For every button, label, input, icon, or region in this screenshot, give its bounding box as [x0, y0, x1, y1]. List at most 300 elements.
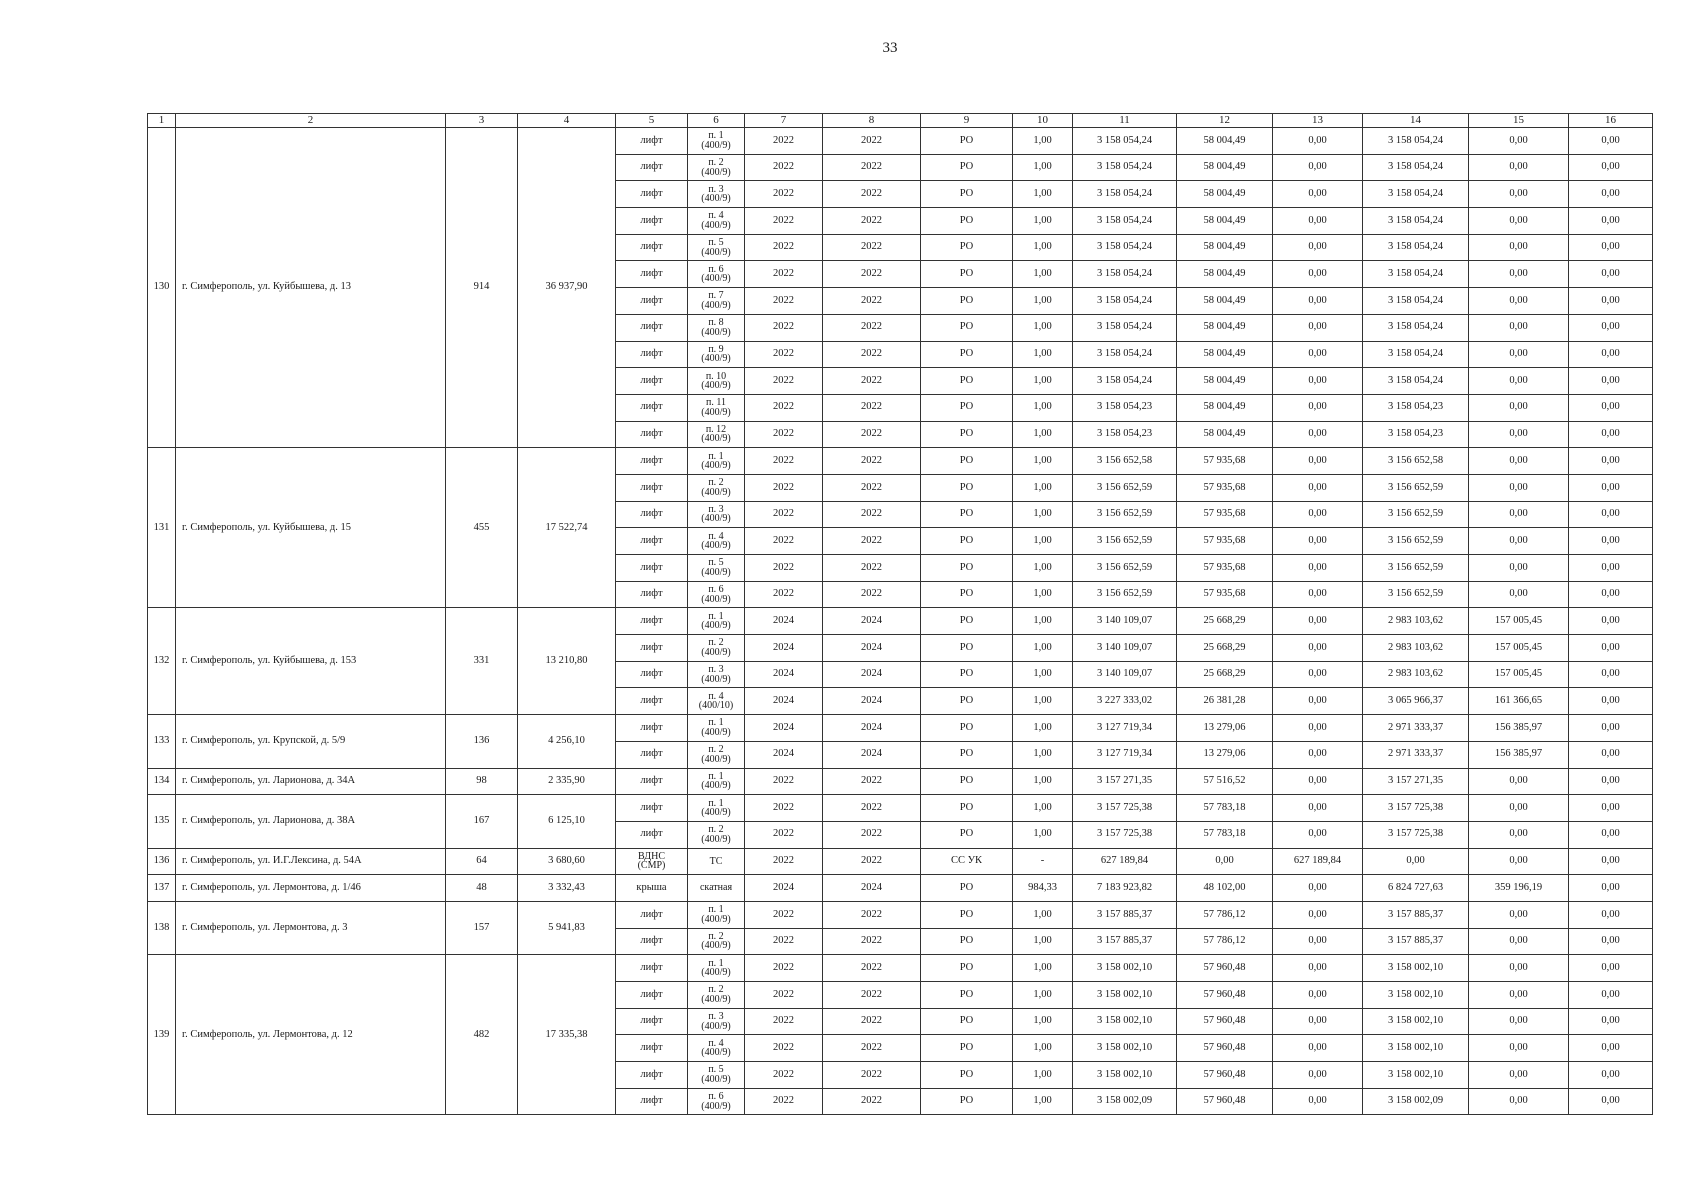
- work-type-cell: лифт: [616, 421, 688, 448]
- cost-col12-cell: 57 960,48: [1177, 982, 1273, 1009]
- method-cell: РО: [921, 795, 1013, 822]
- cost-col14-cell: 3 158 054,24: [1363, 234, 1469, 261]
- object-number-cell: 136: [148, 848, 176, 875]
- cost-col12-cell: 13 279,06: [1177, 741, 1273, 768]
- year-start-cell: 2024: [745, 741, 823, 768]
- cost-col12-cell: 58 004,49: [1177, 154, 1273, 181]
- total-cost-cell: 3 127 719,34: [1073, 741, 1177, 768]
- method-cell: РО: [921, 635, 1013, 662]
- cost-col12-cell: 57 783,18: [1177, 821, 1273, 848]
- cost-col16-cell: 0,00: [1569, 795, 1653, 822]
- total-cost-cell: 3 156 652,58: [1073, 448, 1177, 475]
- cost-col16-cell: 0,00: [1569, 261, 1653, 288]
- total-cost-cell: 7 183 923,82: [1073, 875, 1177, 902]
- address-cell: г. Симферополь, ул. Лермонтова, д. 1/46: [176, 875, 446, 902]
- year-start-cell: 2022: [745, 474, 823, 501]
- column-number-header: 13: [1273, 114, 1363, 128]
- cost-col12-cell: 58 004,49: [1177, 181, 1273, 208]
- cost-col14-cell: 3 158 054,24: [1363, 208, 1469, 235]
- work-type-cell: лифт: [616, 1088, 688, 1115]
- year-start-cell: 2022: [745, 795, 823, 822]
- cost-col12-cell: 13 279,06: [1177, 715, 1273, 742]
- cost-col13-cell: 0,00: [1273, 128, 1363, 155]
- cost-col12-cell: 58 004,49: [1177, 314, 1273, 341]
- volume-cell: 1,00: [1013, 421, 1073, 448]
- cost-col14-cell: 3 158 002,10: [1363, 955, 1469, 982]
- cost-col16-cell: 0,00: [1569, 581, 1653, 608]
- cost-col16-cell: 0,00: [1569, 154, 1653, 181]
- year-end-cell: 2022: [823, 154, 921, 181]
- cost-col15-cell: 0,00: [1469, 234, 1569, 261]
- volume-cell: 1,00: [1013, 555, 1073, 582]
- work-type-cell: лифт: [616, 555, 688, 582]
- cost-col14-cell: 3 158 002,10: [1363, 1035, 1469, 1062]
- method-cell: РО: [921, 474, 1013, 501]
- cost-col15-cell: 0,00: [1469, 208, 1569, 235]
- year-start-cell: 2022: [745, 261, 823, 288]
- cost-col16-cell: 0,00: [1569, 1035, 1653, 1062]
- cost-col15-cell: 0,00: [1469, 1088, 1569, 1115]
- total-cost-cell: 3 157 725,38: [1073, 795, 1177, 822]
- column-number-header: 14: [1363, 114, 1469, 128]
- cost-col13-cell: 0,00: [1273, 955, 1363, 982]
- cost-col15-cell: 0,00: [1469, 555, 1569, 582]
- volume-cell: 1,00: [1013, 181, 1073, 208]
- volume-cell: 1,00: [1013, 1008, 1073, 1035]
- area-cell: 13 210,80: [518, 608, 616, 715]
- cost-col15-cell: 0,00: [1469, 448, 1569, 475]
- work-type-cell: лифт: [616, 234, 688, 261]
- work-detail-cell: скатная: [688, 875, 745, 902]
- cost-col15-cell: 0,00: [1469, 928, 1569, 955]
- object-number-cell: 135: [148, 795, 176, 848]
- work-type-cell: лифт: [616, 715, 688, 742]
- cost-col15-cell: 157 005,45: [1469, 661, 1569, 688]
- work-detail-cell: п. 2 (400/9): [688, 821, 745, 848]
- method-cell: РО: [921, 501, 1013, 528]
- total-cost-cell: 3 157 885,37: [1073, 901, 1177, 928]
- year-start-cell: 2022: [745, 368, 823, 395]
- cost-col14-cell: 3 158 002,10: [1363, 982, 1469, 1009]
- volume-cell: 1,00: [1013, 288, 1073, 315]
- cost-col15-cell: 0,00: [1469, 288, 1569, 315]
- cost-col15-cell: 359 196,19: [1469, 875, 1569, 902]
- address-cell: г. Симферополь, ул. Ларионова, д. 38А: [176, 795, 446, 848]
- cost-col14-cell: 2 971 333,37: [1363, 741, 1469, 768]
- cost-col16-cell: 0,00: [1569, 821, 1653, 848]
- work-type-cell: лифт: [616, 1035, 688, 1062]
- cost-col16-cell: 0,00: [1569, 688, 1653, 715]
- method-cell: РО: [921, 715, 1013, 742]
- address-cell: г. Симферополь, ул. Крупской, д. 5/9: [176, 715, 446, 768]
- cost-col13-cell: 0,00: [1273, 635, 1363, 662]
- cost-col14-cell: 3 158 002,10: [1363, 1062, 1469, 1089]
- cost-col15-cell: 0,00: [1469, 1062, 1569, 1089]
- volume-cell: 1,00: [1013, 1088, 1073, 1115]
- cost-col14-cell: 2 983 103,62: [1363, 608, 1469, 635]
- cost-col13-cell: 0,00: [1273, 234, 1363, 261]
- work-type-cell: лифт: [616, 688, 688, 715]
- col3-cell: 455: [446, 448, 518, 608]
- cost-col14-cell: 3 156 652,59: [1363, 474, 1469, 501]
- cost-col14-cell: 3 158 054,24: [1363, 314, 1469, 341]
- work-detail-cell: п. 4 (400/9): [688, 1035, 745, 1062]
- area-cell: 17 522,74: [518, 448, 616, 608]
- cost-col16-cell: 0,00: [1569, 341, 1653, 368]
- cost-col14-cell: 3 158 054,23: [1363, 421, 1469, 448]
- year-start-cell: 2022: [745, 955, 823, 982]
- cost-col13-cell: 0,00: [1273, 421, 1363, 448]
- cost-col14-cell: 3 158 054,24: [1363, 154, 1469, 181]
- total-cost-cell: 3 157 271,35: [1073, 768, 1177, 795]
- method-cell: РО: [921, 1088, 1013, 1115]
- work-detail-cell: п. 1 (400/9): [688, 448, 745, 475]
- cost-col16-cell: 0,00: [1569, 928, 1653, 955]
- work-detail-cell: п. 2 (400/9): [688, 474, 745, 501]
- col3-cell: 482: [446, 955, 518, 1115]
- cost-col15-cell: 0,00: [1469, 394, 1569, 421]
- area-cell: 2 335,90: [518, 768, 616, 795]
- cost-col16-cell: 0,00: [1569, 901, 1653, 928]
- object-number-cell: 139: [148, 955, 176, 1115]
- method-cell: РО: [921, 741, 1013, 768]
- cost-col13-cell: 0,00: [1273, 901, 1363, 928]
- cost-col16-cell: 0,00: [1569, 955, 1653, 982]
- cost-col12-cell: 57 786,12: [1177, 928, 1273, 955]
- work-type-cell: лифт: [616, 314, 688, 341]
- column-number-header: 10: [1013, 114, 1073, 128]
- method-cell: СС УК: [921, 848, 1013, 875]
- volume-cell: 1,00: [1013, 128, 1073, 155]
- year-end-cell: 2022: [823, 474, 921, 501]
- method-cell: РО: [921, 688, 1013, 715]
- cost-col16-cell: 0,00: [1569, 501, 1653, 528]
- cost-col14-cell: 3 158 054,24: [1363, 261, 1469, 288]
- cost-col12-cell: 57 935,68: [1177, 555, 1273, 582]
- volume-cell: 1,00: [1013, 768, 1073, 795]
- column-number-header: 3: [446, 114, 518, 128]
- cost-col14-cell: 3 156 652,59: [1363, 501, 1469, 528]
- column-number-header: 7: [745, 114, 823, 128]
- volume-cell: 1,00: [1013, 394, 1073, 421]
- object-number-cell: 131: [148, 448, 176, 608]
- work-type-cell: лифт: [616, 1008, 688, 1035]
- area-cell: 17 335,38: [518, 955, 616, 1115]
- cost-col16-cell: 0,00: [1569, 368, 1653, 395]
- cost-col15-cell: 0,00: [1469, 368, 1569, 395]
- address-cell: г. Симферополь, ул. Ларионова, д. 34А: [176, 768, 446, 795]
- cost-col12-cell: 57 960,48: [1177, 955, 1273, 982]
- cost-col12-cell: 58 004,49: [1177, 208, 1273, 235]
- method-cell: РО: [921, 288, 1013, 315]
- cost-col15-cell: 0,00: [1469, 528, 1569, 555]
- year-end-cell: 2022: [823, 128, 921, 155]
- cost-col13-cell: 0,00: [1273, 1062, 1363, 1089]
- method-cell: РО: [921, 875, 1013, 902]
- work-type-cell: лифт: [616, 501, 688, 528]
- volume-cell: 1,00: [1013, 581, 1073, 608]
- total-cost-cell: 3 158 054,24: [1073, 261, 1177, 288]
- total-cost-cell: 3 158 054,24: [1073, 128, 1177, 155]
- col3-cell: 48: [446, 875, 518, 902]
- work-type-cell: лифт: [616, 982, 688, 1009]
- total-cost-cell: 3 158 002,10: [1073, 982, 1177, 1009]
- cost-col16-cell: 0,00: [1569, 848, 1653, 875]
- address-cell: г. Симферополь, ул. И.Г.Лексина, д. 54А: [176, 848, 446, 875]
- total-cost-cell: 3 158 054,23: [1073, 394, 1177, 421]
- method-cell: РО: [921, 1035, 1013, 1062]
- column-number-header: 11: [1073, 114, 1177, 128]
- year-start-cell: 2022: [745, 181, 823, 208]
- table-body: [148, 128, 1653, 1115]
- volume-cell: 1,00: [1013, 635, 1073, 662]
- year-start-cell: 2022: [745, 1008, 823, 1035]
- cost-col13-cell: 0,00: [1273, 474, 1363, 501]
- table-header: [148, 114, 1653, 128]
- year-start-cell: 2022: [745, 394, 823, 421]
- cost-col14-cell: 3 158 054,24: [1363, 368, 1469, 395]
- cost-col15-cell: 0,00: [1469, 848, 1569, 875]
- column-number-header: 9: [921, 114, 1013, 128]
- col3-cell: 64: [446, 848, 518, 875]
- work-detail-cell: п. 10 (400/9): [688, 368, 745, 395]
- cost-col15-cell: 156 385,97: [1469, 741, 1569, 768]
- total-cost-cell: 3 140 109,07: [1073, 635, 1177, 662]
- year-end-cell: 2022: [823, 955, 921, 982]
- cost-col16-cell: 0,00: [1569, 555, 1653, 582]
- year-end-cell: 2022: [823, 928, 921, 955]
- year-end-cell: 2022: [823, 795, 921, 822]
- column-number-header: 1: [148, 114, 176, 128]
- address-cell: г. Симферополь, ул. Лермонтова, д. 12: [176, 955, 446, 1115]
- cost-col14-cell: 3 157 725,38: [1363, 795, 1469, 822]
- cost-col12-cell: 57 935,68: [1177, 474, 1273, 501]
- table-row: [148, 715, 1653, 742]
- work-type-cell: ВДНС (СМР): [616, 848, 688, 875]
- cost-col16-cell: 0,00: [1569, 1062, 1653, 1089]
- cost-col15-cell: 0,00: [1469, 261, 1569, 288]
- cost-col12-cell: 58 004,49: [1177, 261, 1273, 288]
- total-cost-cell: 3 227 333,02: [1073, 688, 1177, 715]
- cost-col13-cell: 0,00: [1273, 448, 1363, 475]
- cost-col13-cell: 0,00: [1273, 928, 1363, 955]
- cost-col15-cell: 0,00: [1469, 154, 1569, 181]
- cost-col12-cell: 57 935,68: [1177, 501, 1273, 528]
- total-cost-cell: 3 157 725,38: [1073, 821, 1177, 848]
- cost-col13-cell: 0,00: [1273, 661, 1363, 688]
- work-type-cell: лифт: [616, 661, 688, 688]
- cost-col13-cell: 0,00: [1273, 314, 1363, 341]
- cost-col14-cell: 3 065 966,37: [1363, 688, 1469, 715]
- cost-col12-cell: 57 516,52: [1177, 768, 1273, 795]
- work-type-cell: лифт: [616, 741, 688, 768]
- method-cell: РО: [921, 368, 1013, 395]
- year-end-cell: 2022: [823, 1008, 921, 1035]
- method-cell: РО: [921, 314, 1013, 341]
- cost-col15-cell: 0,00: [1469, 474, 1569, 501]
- cost-col14-cell: 3 156 652,59: [1363, 528, 1469, 555]
- column-number-header: 2: [176, 114, 446, 128]
- work-type-cell: лифт: [616, 288, 688, 315]
- work-detail-cell: п. 6 (400/9): [688, 1088, 745, 1115]
- work-type-cell: лифт: [616, 955, 688, 982]
- object-number-cell: 132: [148, 608, 176, 715]
- cost-col12-cell: 58 004,49: [1177, 421, 1273, 448]
- total-cost-cell: 3 156 652,59: [1073, 501, 1177, 528]
- year-start-cell: 2024: [745, 875, 823, 902]
- year-end-cell: 2022: [823, 1035, 921, 1062]
- volume-cell: 1,00: [1013, 208, 1073, 235]
- year-end-cell: 2024: [823, 875, 921, 902]
- col3-cell: 167: [446, 795, 518, 848]
- volume-cell: 1,00: [1013, 314, 1073, 341]
- total-cost-cell: 3 140 109,07: [1073, 661, 1177, 688]
- cost-col13-cell: 0,00: [1273, 208, 1363, 235]
- cost-col15-cell: 0,00: [1469, 901, 1569, 928]
- year-end-cell: 2024: [823, 715, 921, 742]
- cost-col15-cell: 157 005,45: [1469, 608, 1569, 635]
- year-start-cell: 2022: [745, 528, 823, 555]
- total-cost-cell: 3 156 652,59: [1073, 581, 1177, 608]
- cost-col13-cell: 0,00: [1273, 1008, 1363, 1035]
- work-detail-cell: п. 4 (400/10): [688, 688, 745, 715]
- cost-col13-cell: 0,00: [1273, 154, 1363, 181]
- work-detail-cell: п. 2 (400/9): [688, 928, 745, 955]
- table-row: [148, 901, 1653, 928]
- work-detail-cell: п. 5 (400/9): [688, 555, 745, 582]
- year-end-cell: 2022: [823, 982, 921, 1009]
- method-cell: РО: [921, 821, 1013, 848]
- work-type-cell: лифт: [616, 474, 688, 501]
- cost-col13-cell: 0,00: [1273, 581, 1363, 608]
- cost-col13-cell: 0,00: [1273, 715, 1363, 742]
- work-detail-cell: п. 3 (400/9): [688, 181, 745, 208]
- table-row: [148, 608, 1653, 635]
- cost-col15-cell: 157 005,45: [1469, 635, 1569, 662]
- method-cell: РО: [921, 581, 1013, 608]
- cost-col13-cell: 0,00: [1273, 501, 1363, 528]
- work-type-cell: лифт: [616, 608, 688, 635]
- cost-col16-cell: 0,00: [1569, 1088, 1653, 1115]
- cost-col15-cell: 0,00: [1469, 955, 1569, 982]
- cost-col12-cell: 57 935,68: [1177, 581, 1273, 608]
- cost-col14-cell: 6 824 727,63: [1363, 875, 1469, 902]
- volume-cell: 984,33: [1013, 875, 1073, 902]
- col3-cell: 331: [446, 608, 518, 715]
- cost-col14-cell: 3 157 885,37: [1363, 901, 1469, 928]
- year-end-cell: 2024: [823, 688, 921, 715]
- cost-col14-cell: 3 158 054,23: [1363, 394, 1469, 421]
- method-cell: РО: [921, 128, 1013, 155]
- cost-col13-cell: 0,00: [1273, 688, 1363, 715]
- work-detail-cell: п. 1 (400/9): [688, 128, 745, 155]
- page-number: 33: [882, 40, 898, 56]
- method-cell: РО: [921, 955, 1013, 982]
- year-start-cell: 2022: [745, 341, 823, 368]
- total-cost-cell: 3 158 002,10: [1073, 955, 1177, 982]
- year-start-cell: 2022: [745, 555, 823, 582]
- cost-col16-cell: 0,00: [1569, 448, 1653, 475]
- cost-col14-cell: 3 158 054,24: [1363, 288, 1469, 315]
- year-start-cell: 2022: [745, 128, 823, 155]
- cost-col14-cell: 3 156 652,59: [1363, 555, 1469, 582]
- object-number-cell: 138: [148, 901, 176, 954]
- total-cost-cell: 3 158 002,10: [1073, 1035, 1177, 1062]
- year-end-cell: 2022: [823, 234, 921, 261]
- repair-schedule-table: [147, 113, 1653, 1115]
- cost-col13-cell: 0,00: [1273, 768, 1363, 795]
- total-cost-cell: 3 158 054,24: [1073, 368, 1177, 395]
- work-type-cell: лифт: [616, 128, 688, 155]
- cost-col12-cell: 57 783,18: [1177, 795, 1273, 822]
- year-start-cell: 2024: [745, 635, 823, 662]
- work-type-cell: лифт: [616, 1062, 688, 1089]
- cost-col12-cell: 57 786,12: [1177, 901, 1273, 928]
- year-end-cell: 2022: [823, 768, 921, 795]
- year-start-cell: 2022: [745, 314, 823, 341]
- work-detail-cell: п. 2 (400/9): [688, 635, 745, 662]
- work-detail-cell: п. 2 (400/9): [688, 741, 745, 768]
- address-cell: г. Симферополь, ул. Куйбышева, д. 153: [176, 608, 446, 715]
- method-cell: РО: [921, 608, 1013, 635]
- method-cell: РО: [921, 982, 1013, 1009]
- cost-col15-cell: 0,00: [1469, 1008, 1569, 1035]
- volume-cell: 1,00: [1013, 661, 1073, 688]
- cost-col14-cell: 3 156 652,58: [1363, 448, 1469, 475]
- cost-col14-cell: 2 983 103,62: [1363, 635, 1469, 662]
- cost-col12-cell: 57 935,68: [1177, 448, 1273, 475]
- cost-col15-cell: 0,00: [1469, 1035, 1569, 1062]
- cost-col15-cell: 0,00: [1469, 128, 1569, 155]
- cost-col12-cell: 57 960,48: [1177, 1062, 1273, 1089]
- cost-col14-cell: 3 158 002,09: [1363, 1088, 1469, 1115]
- total-cost-cell: 3 156 652,59: [1073, 474, 1177, 501]
- year-end-cell: 2022: [823, 901, 921, 928]
- cost-col14-cell: 2 983 103,62: [1363, 661, 1469, 688]
- cost-col13-cell: 0,00: [1273, 288, 1363, 315]
- year-start-cell: 2022: [745, 982, 823, 1009]
- column-number-header: 8: [823, 114, 921, 128]
- work-type-cell: лифт: [616, 581, 688, 608]
- cost-col14-cell: 2 971 333,37: [1363, 715, 1469, 742]
- work-detail-cell: п. 11 (400/9): [688, 394, 745, 421]
- year-start-cell: 2024: [745, 608, 823, 635]
- work-type-cell: лифт: [616, 635, 688, 662]
- work-detail-cell: п. 4 (400/9): [688, 208, 745, 235]
- work-detail-cell: п. 2 (400/9): [688, 982, 745, 1009]
- volume-cell: 1,00: [1013, 821, 1073, 848]
- work-detail-cell: п. 3 (400/9): [688, 661, 745, 688]
- method-cell: РО: [921, 528, 1013, 555]
- method-cell: РО: [921, 928, 1013, 955]
- work-type-cell: лифт: [616, 368, 688, 395]
- cost-col13-cell: 0,00: [1273, 394, 1363, 421]
- work-type-cell: лифт: [616, 448, 688, 475]
- cost-col12-cell: 48 102,00: [1177, 875, 1273, 902]
- method-cell: РО: [921, 421, 1013, 448]
- year-end-cell: 2024: [823, 635, 921, 662]
- volume-cell: 1,00: [1013, 154, 1073, 181]
- method-cell: РО: [921, 768, 1013, 795]
- year-end-cell: 2022: [823, 208, 921, 235]
- cost-col12-cell: 57 960,48: [1177, 1008, 1273, 1035]
- volume-cell: 1,00: [1013, 341, 1073, 368]
- work-detail-cell: п. 6 (400/9): [688, 261, 745, 288]
- work-type-cell: лифт: [616, 901, 688, 928]
- total-cost-cell: 3 156 652,59: [1073, 528, 1177, 555]
- method-cell: РО: [921, 448, 1013, 475]
- table-row: [148, 955, 1653, 982]
